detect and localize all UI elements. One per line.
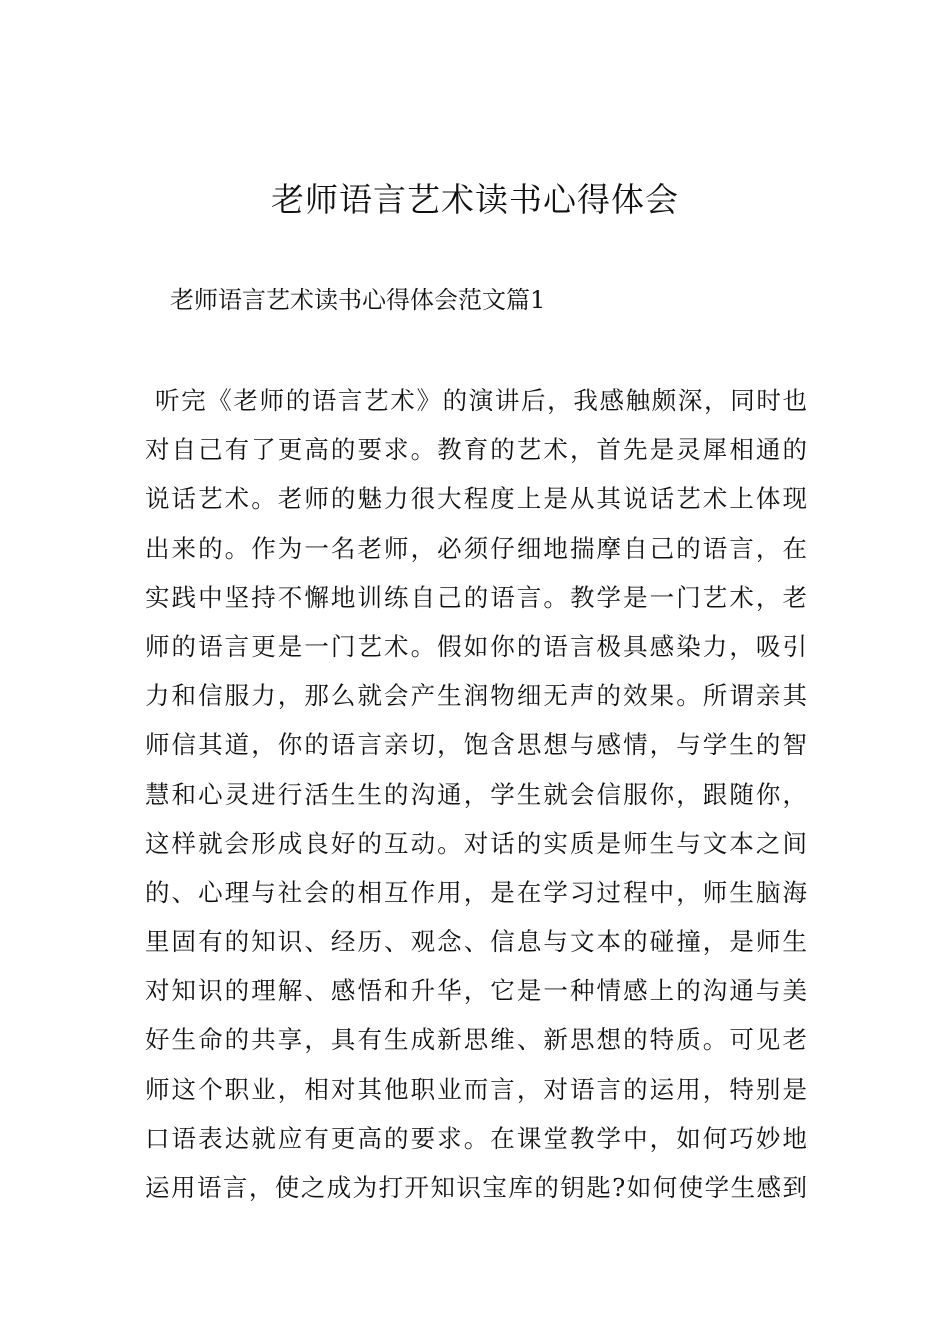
body-line: 这样就会形成良好的互动。对话的实质是师生与文本之间 [145,828,807,858]
document-title: 老师语言艺术读书心得体会 [271,180,679,219]
body-line: 口语表达就应有更高的要求。在课堂教学中，如何巧妙地 [145,1123,807,1153]
body-line: 里固有的知识、经历、观念、信息与文本的碰撞，是师生 [145,927,807,957]
body-line: 好生命的共享，具有生成新思维、新思想的特质。可见老 [145,1025,807,1055]
body-line: 说话艺术。老师的魅力很大程度上是从其说话艺术上体现 [145,484,807,514]
body-line: 的、心理与社会的相互作用，是在学习过程中，师生脑海 [145,877,807,907]
body-line: 对知识的理解、感悟和升华，它是一种情感上的沟通与美 [145,976,807,1006]
body-line: 慧和心灵进行活生生的沟通，学生就会信服你，跟随你， [145,779,807,809]
body-line: 师的语言更是一门艺术。假如你的语言极具感染力，吸引 [145,631,807,661]
document-subtitle: 老师语言艺术读书心得体会范文篇1 [170,286,546,314]
body-line: 出来的。作为一名老师，必须仔细地揣摩自己的语言，在 [145,533,807,563]
body-line: 听完《老师的语言艺术》的演讲后，我感触颇深，同时也 [155,386,807,415]
body-line: 对自己有了更高的要求。教育的艺术，首先是灵犀相通的 [145,435,807,465]
body-line: 实践中坚持不懈地训练自己的语言。教学是一门艺术，老 [145,582,807,612]
body-line: 师信其道，你的语言亲切，饱含思想与感情，与学生的智 [145,730,807,760]
body-line: 力和信服力，那么就会产生润物细无声的效果。所谓亲其 [145,681,807,711]
body-line: 运用语言，使之成为打开知识宝库的钥匙?如何使学生感到 [145,1173,807,1202]
body-line: 师这个职业，相对其他职业而言，对语言的运用，特别是 [145,1074,807,1104]
body-paragraph [145,376,807,1212]
